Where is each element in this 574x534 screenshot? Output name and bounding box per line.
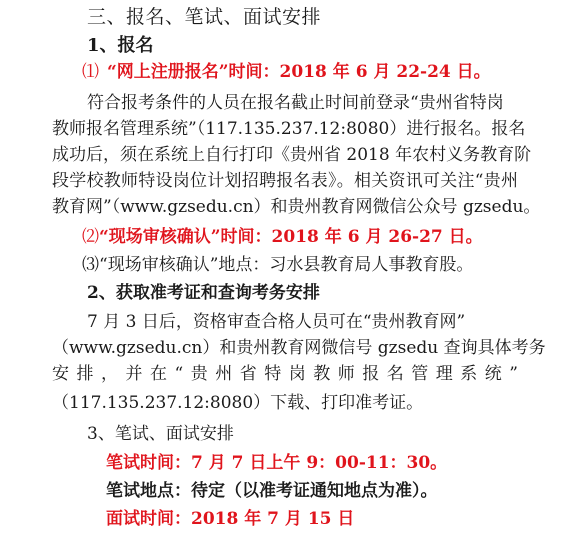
para1-line-3: 成功后，须在系统上自行打印《贵州省 2018 年农村义务教育阶: [52, 145, 532, 165]
item2-text: “现场审核确认”时间：2018 年 6 月 26-27 日。: [99, 227, 483, 247]
sub1-title: 1、报名: [87, 35, 154, 56]
interview-time: 面试时间：2018 年 7 月 15 日: [106, 509, 355, 529]
para2-line-4: （117.135.237.12:8080）下载、打印准考证。: [52, 393, 424, 413]
para2-line-3: 安排，并在“贵州省特岗教师报名管理系统”: [52, 364, 518, 384]
item1-line: [82, 61, 491, 83]
para1-line-5: 教育网”（www.gzsedu.cn）和贵州教育网微信公众号 gzsedu。: [52, 197, 541, 217]
item2-number: ⑵: [82, 227, 99, 247]
item1-text: “网上注册报名”时间：2018 年 6 月 22-24 日。: [107, 62, 491, 82]
item1-number: ⑴: [82, 62, 99, 82]
sub2-title: 2、获取准考证和查询考务安排: [87, 283, 320, 303]
item3-line: ⑶“现场审核确认”地点：习水县教育局人事教育股。: [82, 255, 474, 275]
exam-place: 笔试地点：待定（以准考证通知地点为准）。: [106, 481, 438, 501]
para1-line-4: 段学校教师特设岗位计划招聘报名表》。相关资讯可关注“贵州: [52, 171, 518, 191]
sub3-title: 3、笔试、面试安排: [87, 424, 234, 444]
para1-line-2: 教师报名管理系统”（117.135.237.12:8080）进行报名。报名: [52, 119, 526, 139]
para2-line-2: （www.gzsedu.cn）和贵州教育网微信号 gzsedu 查询具体考务: [52, 338, 546, 358]
item2-line: [82, 226, 483, 248]
para2-line-1: 7 月 3 日后，资格审查合格人员可在“贵州教育网”: [87, 312, 466, 332]
cropped-previous-line: [96, 0, 356, 1]
exam-time: 笔试时间：7 月 7 日上午 9：00-11：30。: [106, 453, 448, 473]
section-heading: 三、报名、笔试、面试安排: [87, 6, 322, 28]
para1-line-1: 符合报考条件的人员在报名截止时间前登录“贵州省特岗: [87, 93, 504, 113]
